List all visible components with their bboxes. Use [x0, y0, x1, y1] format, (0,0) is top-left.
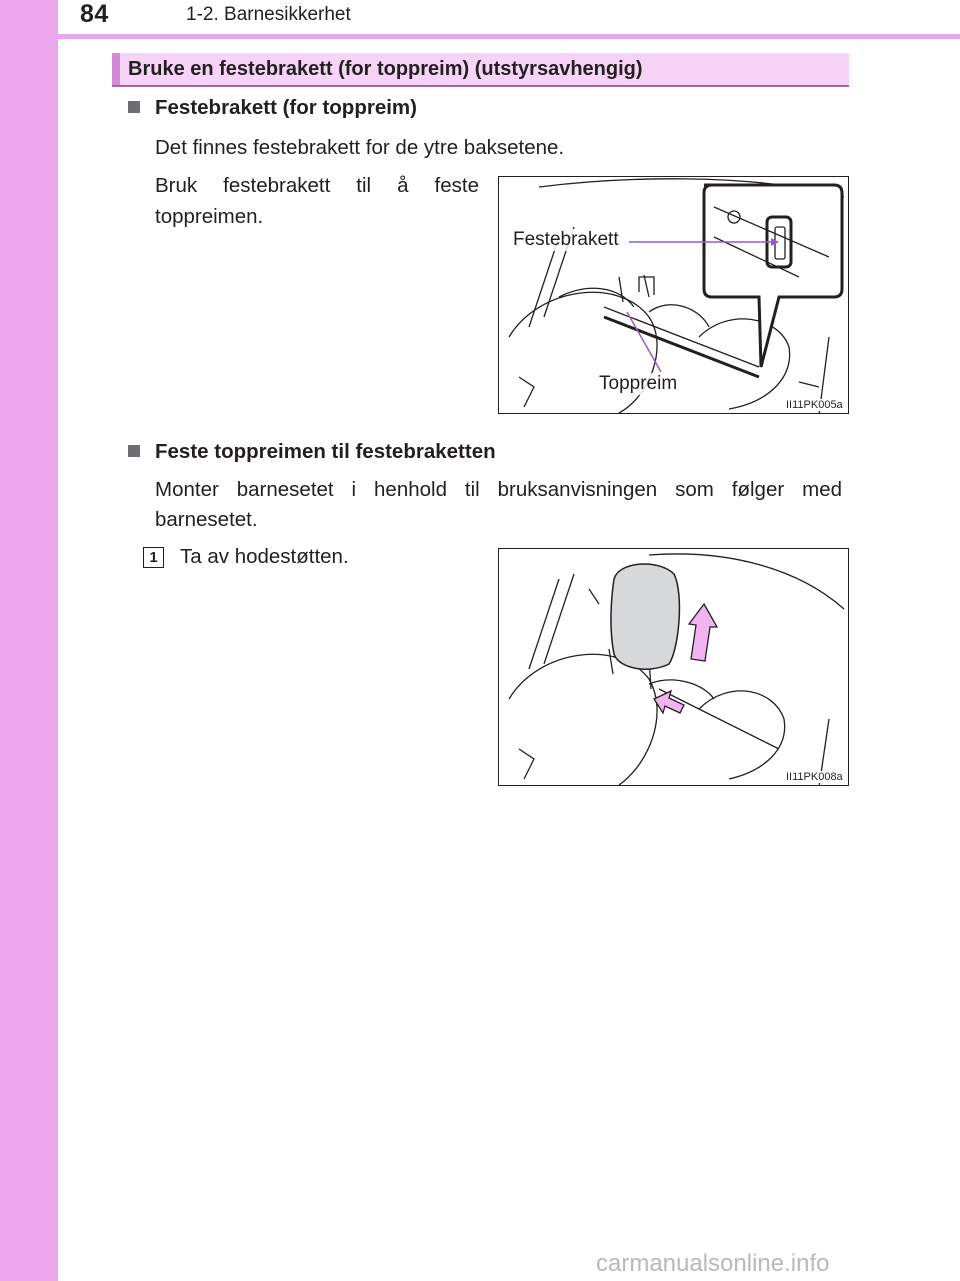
step-number-box: 1 [143, 547, 164, 568]
paragraph-intro: Det finnes festebrakett for de ytre baksetene. [155, 136, 565, 159]
label-toppreim: Toppreim [599, 373, 678, 394]
headrest-shape [611, 564, 679, 669]
bullet-icon [128, 445, 140, 457]
seat-illustration-2 [499, 549, 849, 786]
watermark: carmanualsonline.info [596, 1250, 830, 1277]
figure-code-2: II11PK008a [786, 771, 843, 783]
side-strip [0, 0, 58, 1281]
page-number: 84 [80, 0, 109, 28]
section-title: Bruke en festebrakett (for toppreim) (utstyrsavhengig) [128, 58, 643, 80]
paragraph-install-line2: barnesetet. [155, 508, 258, 531]
up-arrow-icon [689, 604, 717, 661]
step1-text: Ta av hodestøtten. [180, 545, 349, 568]
header-rule [58, 34, 960, 39]
bullet-icon [128, 101, 140, 113]
figure-tether-bracket [498, 176, 849, 414]
section-title-bar [112, 53, 849, 87]
chapter-title: 1-2. Barnesikkerhet [186, 4, 351, 25]
paragraph-install-line1: Monter barnesetet i henhold til bruksanvisningen som følger med [155, 478, 842, 501]
press-arrow-icon [654, 691, 684, 713]
heading-festebrakett: Festebrakett (for toppreim) [155, 96, 417, 119]
heading-feste-toppreimen: Feste toppreimen til festebraketten [155, 440, 496, 463]
figure-code-1: II11PK005a [786, 399, 843, 411]
paragraph-use-line1: Bruk festebrakett til å feste [155, 174, 479, 197]
label-festebrakett: Festebrakett [513, 229, 619, 250]
section-accent [112, 53, 120, 85]
paragraph-use-line2: toppreimen. [155, 205, 264, 228]
figure-remove-headrest [498, 548, 849, 786]
